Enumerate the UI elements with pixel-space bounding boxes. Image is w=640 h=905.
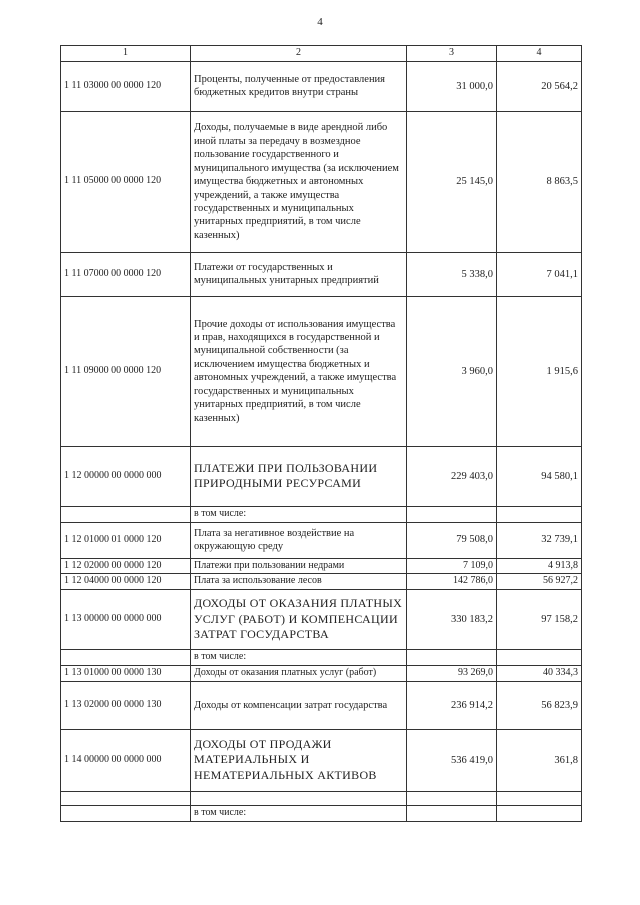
fact-value <box>497 650 582 666</box>
column-header-4: 4 <box>497 46 582 62</box>
revenue-name: в том числе: <box>191 650 407 666</box>
budget-code: 1 11 09000 00 0000 120 <box>61 296 191 446</box>
budget-code: 1 12 01000 01 0000 120 <box>61 522 191 558</box>
budget-code: 1 12 02000 00 0000 120 <box>61 558 191 574</box>
budget-code: 1 12 04000 00 0000 120 <box>61 574 191 590</box>
revenue-name: Проценты, полученные от предоставления бюджетных кредитов внутри страны <box>191 61 407 111</box>
plan-value: 5 338,0 <box>407 252 497 296</box>
revenue-name: Платежи от государственных и муниципальных унитарных предприятий <box>191 252 407 296</box>
table-row <box>61 522 582 558</box>
table-row <box>61 111 582 252</box>
table-row <box>61 665 582 681</box>
table-row <box>61 252 582 296</box>
fact-value: 97 158,2 <box>497 590 582 650</box>
revenue-name: Доходы от компенсации затрат государства <box>191 681 407 729</box>
revenue-name: ПЛАТЕЖИ ПРИ ПОЛЬЗОВАНИИ ПРИРОДНЫМИ РЕСУРСАМИ <box>191 446 407 506</box>
revenue-name: Прочие доходы от использования имущества и прав, находящихся в государственной и муниципальной собственности (за исключением имущества бюджетных и автономных учреждений, а также имущества государственных и муниципальных унитарных предприятий, в том числе казенных) <box>191 296 407 446</box>
revenue-name <box>191 791 407 805</box>
column-header-1: 1 <box>61 46 191 62</box>
fact-value: 40 334,3 <box>497 665 582 681</box>
plan-value <box>407 650 497 666</box>
plan-value: 93 269,0 <box>407 665 497 681</box>
plan-value: 79 508,0 <box>407 522 497 558</box>
table-row <box>61 574 582 590</box>
revenue-table <box>60 45 582 822</box>
revenue-name: Плата за использование лесов <box>191 574 407 590</box>
plan-value: 330 183,2 <box>407 590 497 650</box>
table-row <box>61 791 582 805</box>
budget-code <box>61 650 191 666</box>
fact-value: 94 580,1 <box>497 446 582 506</box>
fact-value: 20 564,2 <box>497 61 582 111</box>
budget-code: 1 13 02000 00 0000 130 <box>61 681 191 729</box>
table-row <box>61 446 582 506</box>
plan-value <box>407 506 497 522</box>
plan-value: 142 786,0 <box>407 574 497 590</box>
table-row <box>61 650 582 666</box>
revenue-name: в том числе: <box>191 506 407 522</box>
budget-code: 1 11 07000 00 0000 120 <box>61 252 191 296</box>
table-row <box>61 729 582 791</box>
page-number: 4 <box>317 16 323 28</box>
plan-value: 236 914,2 <box>407 681 497 729</box>
budget-code: 1 14 00000 00 0000 000 <box>61 729 191 791</box>
plan-value <box>407 805 497 821</box>
revenue-name: Платежи при пользовании недрами <box>191 558 407 574</box>
column-header-3: 3 <box>407 46 497 62</box>
budget-code <box>61 791 191 805</box>
plan-value: 25 145,0 <box>407 111 497 252</box>
fact-value: 8 863,5 <box>497 111 582 252</box>
revenue-name: Доходы, получаемые в виде арендной либо иной платы за передачу в возмездное пользование государственного и муниципального имущества (за исключением имущества бюджетных и автономных учреждений, а также имущества государственных и муниципальных унитарных предприятий, в том числе казенных) <box>191 111 407 252</box>
plan-value <box>407 791 497 805</box>
budget-code: 1 13 00000 00 0000 000 <box>61 590 191 650</box>
revenue-name: Доходы от оказания платных услуг (работ) <box>191 665 407 681</box>
table-row <box>61 61 582 111</box>
fact-value: 32 739,1 <box>497 522 582 558</box>
fact-value <box>497 791 582 805</box>
plan-value: 31 000,0 <box>407 61 497 111</box>
budget-code: 1 11 03000 00 0000 120 <box>61 61 191 111</box>
revenue-name: Плата за негативное воздействие на окружающую среду <box>191 522 407 558</box>
table-row <box>61 590 582 650</box>
table-row <box>61 681 582 729</box>
table-row <box>61 805 582 821</box>
fact-value: 361,8 <box>497 729 582 791</box>
table-row <box>61 558 582 574</box>
table-row <box>61 506 582 522</box>
column-header-2: 2 <box>191 46 407 62</box>
plan-value: 7 109,0 <box>407 558 497 574</box>
fact-value: 56 823,9 <box>497 681 582 729</box>
fact-value <box>497 805 582 821</box>
table-row <box>61 296 582 446</box>
budget-code: 1 12 00000 00 0000 000 <box>61 446 191 506</box>
revenue-name: в том числе: <box>191 805 407 821</box>
budget-code <box>61 506 191 522</box>
fact-value <box>497 506 582 522</box>
budget-code: 1 13 01000 00 0000 130 <box>61 665 191 681</box>
fact-value: 4 913,8 <box>497 558 582 574</box>
plan-value: 536 419,0 <box>407 729 497 791</box>
table-header-row <box>61 46 582 62</box>
fact-value: 7 041,1 <box>497 252 582 296</box>
plan-value: 3 960,0 <box>407 296 497 446</box>
budget-code <box>61 805 191 821</box>
revenue-name: ДОХОДЫ ОТ ПРОДАЖИ МАТЕРИАЛЬНЫХ И НЕМАТЕРИАЛЬНЫХ АКТИВОВ <box>191 729 407 791</box>
plan-value: 229 403,0 <box>407 446 497 506</box>
fact-value: 56 927,2 <box>497 574 582 590</box>
revenue-name: ДОХОДЫ ОТ ОКАЗАНИЯ ПЛАТНЫХ УСЛУГ (РАБОТ) И КОМПЕНСАЦИИ ЗАТРАТ ГОСУДАРСТВА <box>191 590 407 650</box>
budget-code: 1 11 05000 00 0000 120 <box>61 111 191 252</box>
fact-value: 1 915,6 <box>497 296 582 446</box>
